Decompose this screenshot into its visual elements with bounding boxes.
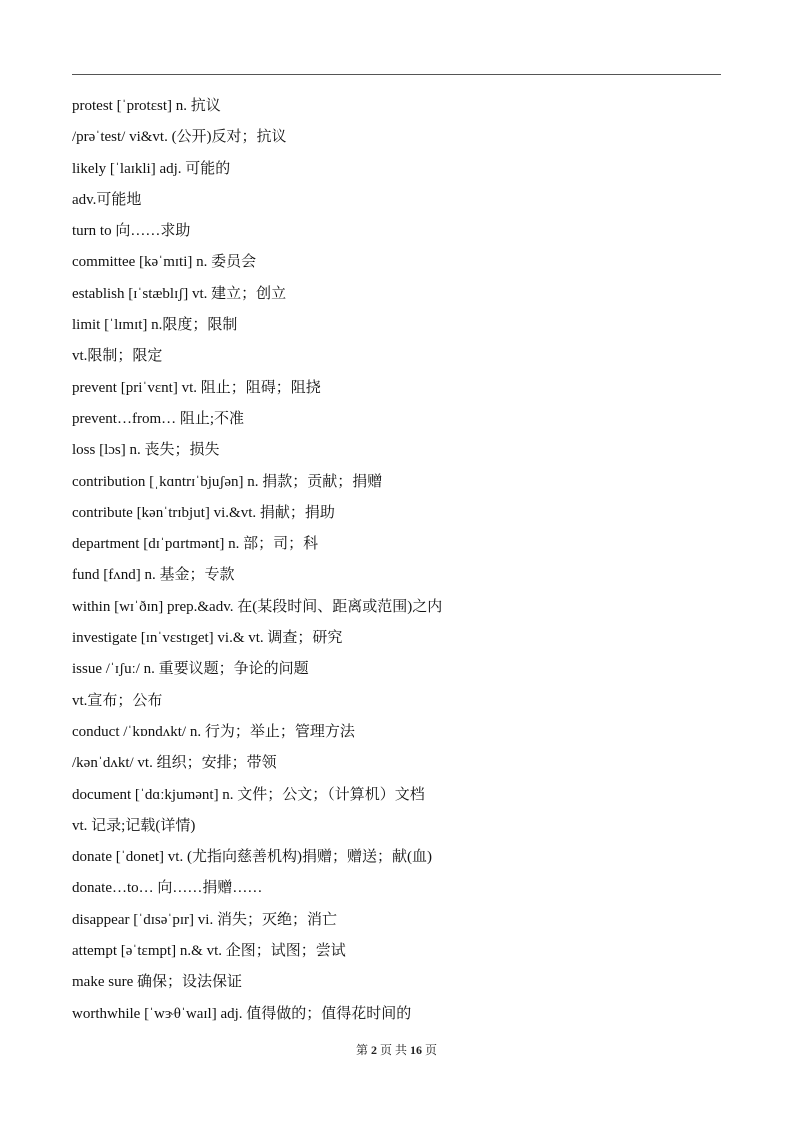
vocab-entry: /prəˈtest/ vi&vt. (公开)反对；抗议 bbox=[72, 129, 287, 146]
vocab-entry: contribute [kənˈtrɪbjut] vi.&vt. 捐献；捐助 bbox=[72, 504, 335, 521]
vocab-entry: document [ˈdɑːkjumənt] n. 文件；公文；（计算机）文档 bbox=[72, 786, 425, 803]
vocab-entry: adv.可能地 bbox=[72, 191, 142, 208]
vocab-entry: likely [ˈlaɪkli] adj. 可能的 bbox=[72, 160, 231, 177]
footer-prefix: 第 bbox=[355, 1043, 368, 1057]
vocab-entry: disappear [ˈdɪsəˈpɪr] vi. 消失；灭绝；消亡 bbox=[72, 911, 337, 928]
vocab-entry: loss [lɔs] n. 丧失；损失 bbox=[72, 442, 220, 459]
vocab-entry: within [wɪˈðɪn] prep.&adv. 在(某段时间、距离或范围)之内 bbox=[72, 598, 443, 615]
vocab-entry: establish [ɪˈstæblɪʃ] vt. 建立；创立 bbox=[72, 285, 287, 302]
footer-total-pages: 16 bbox=[410, 1043, 422, 1057]
vocab-entry: vt.宣布；公布 bbox=[72, 692, 163, 709]
vocab-entry: attempt [əˈtɛmpt] n.& vt. 企图；试图；尝试 bbox=[72, 943, 346, 960]
vocab-entry: worthwhile [ˈwɝθˈwaɪl] adj. 值得做的；值得花时间的 bbox=[72, 1005, 412, 1022]
vocab-entry: fund [fʌnd] n. 基金；专款 bbox=[72, 567, 235, 584]
vocab-entry: conduct /ˈkɒndʌkt/ n. 行为；举止；管理方法 bbox=[72, 723, 355, 740]
header-rule bbox=[72, 74, 721, 75]
vocab-entry: contribution [ˌkɑntrɪˈbjuʃən] n. 捐款；贡献；捐赠 bbox=[72, 473, 383, 490]
vocab-entry: donate…to… 向……捐赠…… bbox=[72, 880, 263, 897]
vocab-entry: limit [ˈlɪmɪt] n.限度；限制 bbox=[72, 317, 238, 334]
vocab-entry: department [dɪˈpɑrtmənt] n. 部；司；科 bbox=[72, 536, 319, 553]
vocab-entry: turn to 向……求助 bbox=[72, 223, 191, 240]
vocab-entry: vt.限制；限定 bbox=[72, 348, 163, 365]
footer-page-number: 2 bbox=[370, 1043, 377, 1057]
vocab-entry: prevent…from… 阻止;不准 bbox=[72, 410, 245, 427]
vocab-entry: vt. 记录;记载(详情) bbox=[72, 817, 196, 834]
vocab-entry: investigate [ɪnˈvɛstɪget] vi.& vt. 调查；研究 bbox=[72, 630, 343, 647]
vocab-entry: prevent [priˈvɛnt] vt. 阻止；阻碍；阻挠 bbox=[72, 379, 321, 396]
footer-mid: 页 共 bbox=[379, 1043, 407, 1057]
vocabulary-list bbox=[72, 95, 732, 1034]
footer-suffix: 页 bbox=[425, 1043, 438, 1057]
vocab-entry: /kənˈdʌkt/ vt. 组织；安排；带领 bbox=[72, 755, 277, 772]
vocab-entry: committee [kəˈmɪti] n. 委员会 bbox=[72, 254, 257, 271]
vocab-entry: donate [ˈdonet] vt. (尤指向慈善机构)捐赠；赠送；献(血) bbox=[72, 849, 432, 866]
vocab-entry: make sure 确保；设法保证 bbox=[72, 974, 242, 991]
vocab-entry: protest [ˈprotɛst] n. 抗议 bbox=[72, 98, 221, 114]
page-footer bbox=[0, 1041, 793, 1058]
vocab-entry: issue /ˈɪʃuː/ n. 重要议题；争论的问题 bbox=[72, 661, 309, 678]
